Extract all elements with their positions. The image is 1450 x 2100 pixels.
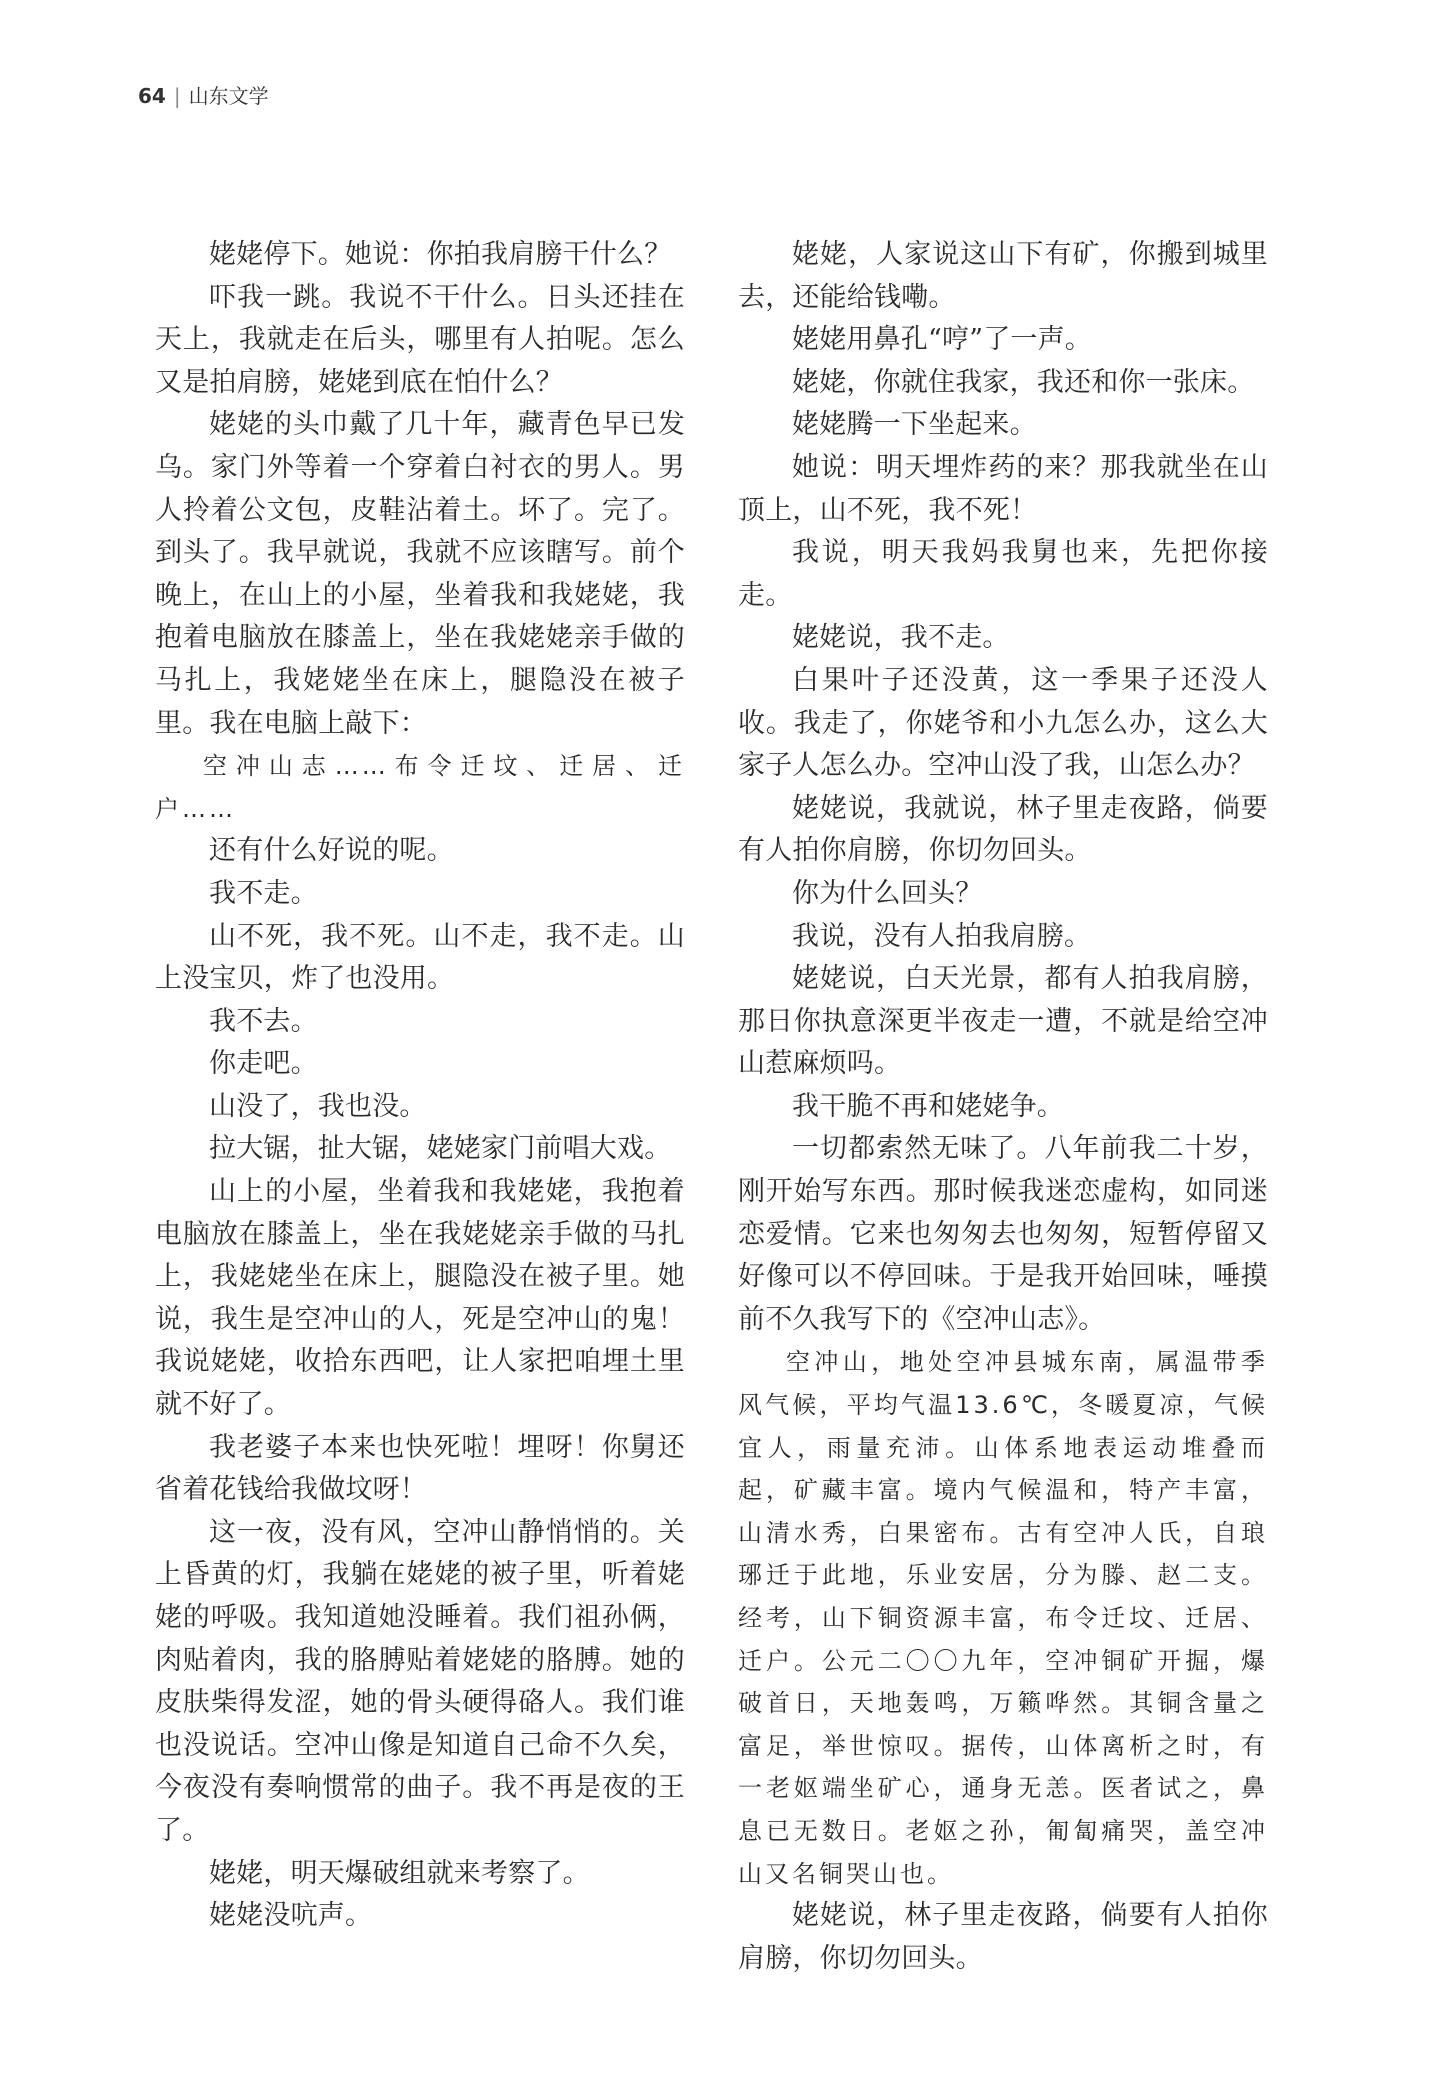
paragraph: 我不去。 [209, 1005, 318, 1037]
paragraph: 姥姥没吭声。 [209, 1900, 373, 1932]
paragraph: 姥姥，你就住我家，我还和你一张床。 [792, 366, 1255, 398]
page-number: 64 [138, 84, 166, 108]
paragraph: 我说，没有人拍我肩膀。 [792, 920, 1092, 952]
paragraph: 这一夜，没有风，空冲山静悄悄的。关上昏黄的灯，我躺在姥姥的被子里，听着姥姥的呼吸。我知道她没睡着。我们祖孙俩，肉贴着肉，我的胳膊贴着姥姥的胳膊。她的皮肤柴得发涩，她的骨头硬得硌人。我们谁也没说话。空冲山像是知道自己命不久矣，今夜没有奏响惯常的曲子。我不再是夜的王了。 [155, 1516, 685, 1846]
paragraph: 姥姥的头巾戴了几十年，藏青色早已发乌。家门外等着一个穿着白衬衣的男人。男人拎着公文包，皮鞋沾着土。坏了。完了。到头了。我早就说，我就不应该瞎写。前个晚上，在山上的小屋，坐着我和我姥姥，我抱着电脑放在膝盖上，坐在我姥姥亲手做的马扎上，我姥姥坐在床上，腿隐没在被子里。我在电脑上敲下： [155, 409, 685, 739]
paragraph: 姥姥，明天爆破组就来考察了。 [209, 1857, 590, 1889]
paragraph: 姥姥停下。她说：你拍我肩膀干什么？ [209, 239, 672, 270]
paragraph: 白果叶子还没黄，这一季果子还没人收。我走了，你姥爷和小九怎么办，这么大家子人怎么办。空冲山没了我，山怎么办？ [738, 664, 1268, 782]
paragraph: 拉大锯，扯大锯，姥姥家门前唱大戏。 [209, 1133, 672, 1165]
paragraph: 山不死，我不死。山不走，我不走。山上没宝贝，炸了也没用。 [155, 920, 685, 995]
paragraph: 我说，明天我妈我舅也来，先把你接走。 [738, 537, 1268, 611]
paragraph: 她说：明天埋炸药的来？那我就坐在山顶上，山不死，我不死！ [738, 451, 1268, 526]
quoted-excerpt: 空冲山志……布令迁坟、迁居、迁户…… [155, 752, 685, 823]
paragraph: 还有什么好说的呢。 [209, 835, 454, 867]
paragraph: 姥姥说，我就说，林子里走夜路，倘要有人拍你肩膀，你切勿回头。 [738, 792, 1268, 867]
paragraph: 我干脆不再和姥姥争。 [792, 1090, 1064, 1122]
paragraph: 你为什么回头？ [792, 877, 983, 909]
paragraph: 山没了，我也没。 [209, 1090, 427, 1122]
right-column [738, 234, 1268, 1980]
paragraph: 姥姥，人家说这山下有矿，你搬到城里去，还能给钱嘞。 [738, 239, 1268, 313]
paragraph: 姥姥用鼻孔“哼”了一声。 [792, 324, 1093, 356]
paragraph: 吓我一跳。我说不干什么。日头还挂在天上，我就走在后头，哪里有人拍呢。怎么又是拍肩膀，姥姥到底在怕什么？ [155, 281, 685, 398]
paragraph: 我不走。 [209, 877, 318, 909]
paragraph: 姥姥说，我不走。 [792, 622, 1010, 654]
paragraph: 山上的小屋，坐着我和我姥姥，我抱着电脑放在膝盖上，坐在我姥姥亲手做的马扎上，我姥姥坐在床上，腿隐没在被子里。她说，我生是空冲山的人，死是空冲山的鬼！我说姥姥，收拾东西吧，让人家把咱埋土里就不好了。 [155, 1176, 685, 1421]
quoted-gazetteer: 空冲山，地处空冲县城东南，属温带季风气候，平均气温13.6℃，冬暖夏凉，气候宜人，雨量充沛。山体系地表运动堆叠而起，矿藏丰富。境内气候温和，特产丰富，山清水秀，白果密布。古有空冲人氏，自琅琊迁于此地，乐业安居，分为滕、赵二支。经考，山下铜资源丰富，布令迁坟、迁居、迁户。公元二〇〇九年，空冲铜矿开掘，爆破首日，天地轰鸣，万籁哗然。其铜含量之富足，举世惊叹。据传，山体离析之时，有一老妪端坐矿心，通身无恙。医者试之，鼻息已无数日。老妪之孙，匍匐痛哭，盖空冲山又名铜哭山也。 [738, 1348, 1268, 1888]
paragraph: 你走吧。 [209, 1048, 318, 1080]
left-column [155, 234, 685, 1938]
header-divider: | [173, 84, 181, 108]
journal-name: 山东文学 [188, 84, 269, 108]
running-header [138, 80, 269, 109]
paragraph: 姥姥说，林子里走夜路，倘要有人拍你肩膀，你切勿回头。 [738, 1900, 1268, 1974]
paragraph: 姥姥说，白天光景，都有人拍我肩膀，那日你执意深更半夜走一遭，不就是给空冲山惹麻烦吗。 [738, 963, 1268, 1080]
paragraph: 我老婆子本来也快死啦！埋呀！你舅还省着花钱给我做坟呀！ [155, 1431, 685, 1506]
paragraph: 一切都索然无味了。八年前我二十岁，刚开始写东西。那时候我迷恋虚构，如同迷恋爱情。它来也匆匆去也匆匆，短暂停留又好像可以不停回味。于是我开始回味，唾摸前不久我写下的《空冲山志》。 [738, 1133, 1268, 1335]
paragraph: 姥姥腾一下坐起来。 [792, 409, 1037, 441]
